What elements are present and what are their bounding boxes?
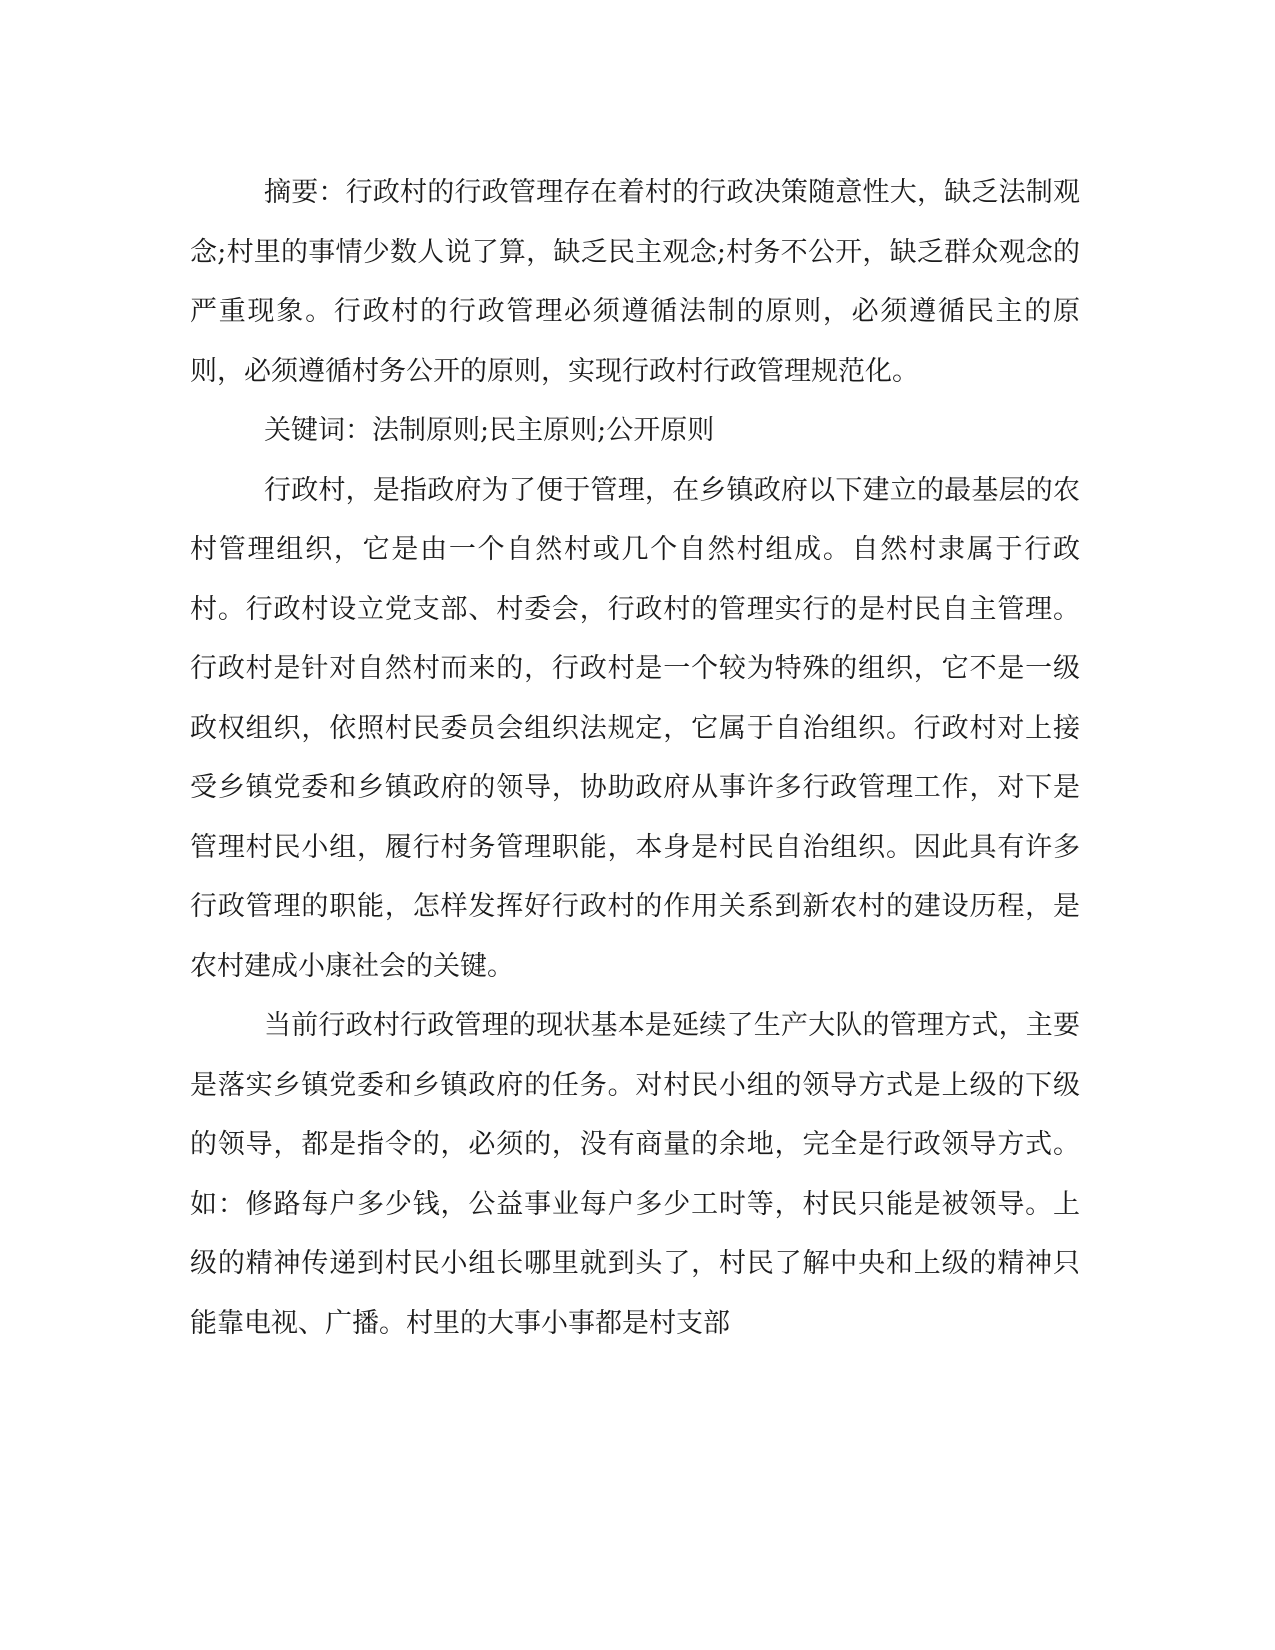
body-paragraph-2: 当前行政村行政管理的现状基本是延续了生产大队的管理方式，主要是落实乡镇党委和乡镇政府的任务。对村民小组的领导方式是上级的下级的领导，都是指令的，必须的，没有商量的余地，完全是行政领导方式。如：修路每户多少钱，公益事业每户多少工时等，村民只能是被领导。上级的精神传递到村民小组长哪里就到头了，村民了解中央和上级的精神只能靠电视、广播。村里的大事小事都是村支部 — [190, 1010, 1080, 1339]
body-paragraph-1: 行政村，是指政府为了便于管理，在乡镇政府以下建立的最基层的农村管理组织，它是由一个自然村或几个自然村组成。自然村隶属于行政村。行政村设立党支部、村委会，行政村的管理实行的是村民自主管理。行政村是针对自然村而来的，行政村是一个较为特殊的组织，它不是一级政权组织，依照村民委员会组织法规定，它属于自治组织。行政村对上接受乡镇党委和乡镇政府的领导，协助政府从事许多行政管理工作，对下是管理村民小组，履行村务管理职能，本身是村民自治组织。因此具有许多行政管理的职能，怎样发挥好行政村的作用关系到新农村的建设历程，是农村建成小康社会的关键。 — [190, 474, 1080, 982]
abstract-paragraph: 摘要：行政村的行政管理存在着村的行政决策随意性大，缺乏法制观念;村里的事情少数人说了算，缺乏民主观念;村务不公开，缺乏群众观念的严重现象。行政村的行政管理必须遵循法制的原则，必须遵循民主的原则，必须遵循村务公开的原则，实现行政村行政管理规范化。 — [190, 177, 1080, 387]
keywords-line: 关键词：法制原则;民主原则;公开原则 — [264, 415, 715, 446]
document-body — [190, 163, 1080, 1353]
